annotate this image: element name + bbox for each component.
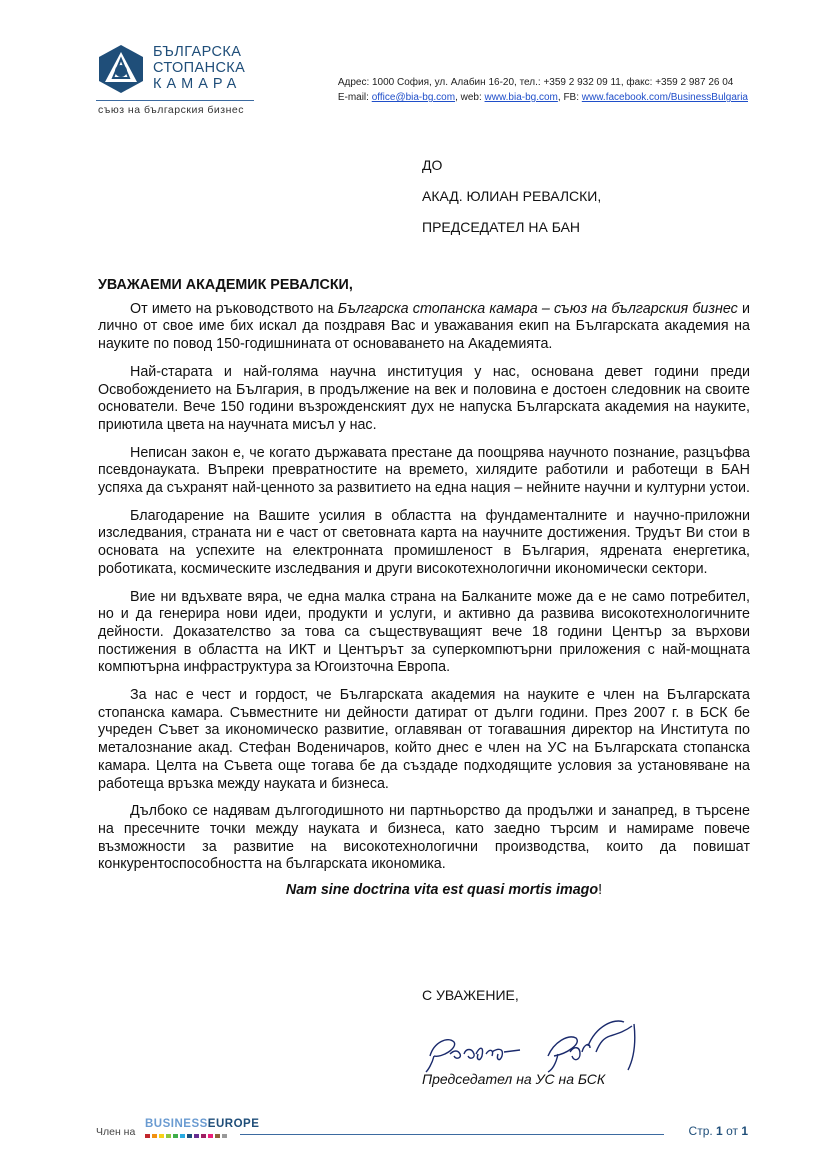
facebook-link[interactable]: www.facebook.com/BusinessBulgaria <box>581 92 748 103</box>
closing-regards: С УВАЖЕНИЕ, <box>422 987 519 1003</box>
contact-details <box>338 75 748 105</box>
paragraph-6: За нас е чест и гордост, че Българската академия на науките е член на Българската стопанска камара. Съвместните ни дейности датират от дълги години. През 2007 г. в БСК бе учреден Съвет за икономическо развитие, оглавяван от тогавашния директор на Института по металознание акад. Стефан Воденичаров, който днес е член на УС на Българската стопанска камара. Целта на Съвета още тогава бе да създаде подходящите условия за установяване на работеща връзка между науката и бизнеса. <box>98 687 750 792</box>
logo-wordmark <box>153 44 245 92</box>
handwritten-signature <box>420 1012 680 1078</box>
motto-punctuation: ! <box>598 882 603 899</box>
logo-divider <box>96 100 254 101</box>
motto-text: Nam sine doctrina vita est quasi mortis imago <box>285 882 599 899</box>
brand-part-1: BUSINESS <box>145 1118 208 1130</box>
paragraph-1-start: От името на ръководството на <box>130 300 338 317</box>
recipient-to: ДО <box>422 157 443 173</box>
salutation: УВАЖАЕМИ АКАДЕМИК РЕВАЛСКИ, <box>98 277 353 293</box>
recipient-title: ПРЕДСЕДАТЕЛ НА БАН <box>422 219 581 235</box>
paragraph-4: Благодарение на Вашите усилия в областта на фундаменталните и научно-приложни изследвания, страната ни е част от световната карта на научните достижения. Трудът Ви стои в основата на успехите на електронната промишленост в България, ядрената енергетика, роботиката, космическите изследвания и други високотехнологични икономически сектори. <box>98 507 750 577</box>
page-number <box>689 1124 748 1138</box>
address-line: Адрес: 1000 София, ул. Алабин 16-20, тел.: +359 2 932 09 11, факс: +359 2 987 26 04 <box>337 77 734 88</box>
website-link[interactable]: www.bia-bg.com <box>484 92 558 103</box>
footer-divider <box>240 1134 664 1135</box>
signer-title: Председател на УС на БСК <box>422 1071 606 1087</box>
businesseurope-color-strip <box>145 1134 227 1138</box>
page-footer <box>0 1110 826 1160</box>
page-separator: от <box>722 1124 742 1138</box>
page-label: Стр. <box>688 1124 717 1138</box>
web-label: , web: <box>455 92 485 103</box>
paragraph-1-end: и лично от свое име бих искал да поздравя Вас и уважавания екип на Българската академия на науките по повод 150-годишнината от основаването на Академията. <box>98 300 750 353</box>
paragraph-3: Неписан закон е, че когато държавата престане да поощрява научното познание, разцъфва псевдонауката. Въпреки превратностите на времето, хилядите работили и работещи в БАН успяха да съхранят най-ценното за развитието на една нация – нейните научни и културни устои. <box>98 444 751 497</box>
page-current: 1 <box>716 1124 723 1138</box>
latin-motto <box>98 882 750 900</box>
recipient-name: АКАД. ЮЛИАН РЕВАЛСКИ, <box>422 188 602 204</box>
letter-body <box>98 277 750 900</box>
recipient-block <box>422 150 601 243</box>
paragraph-1 <box>98 301 750 354</box>
email-link[interactable]: office@bia-bg.com <box>371 92 456 103</box>
member-label: Член на <box>96 1126 136 1138</box>
brand-part-2: EUROPE <box>207 1118 260 1130</box>
paragraph-7: Дълбоко се надявам дългогодишното ни партньорство да продължи и занапред, в търсене на пресечните точки между науката и бизнеса, като заедно търсим и намираме повече възможности за развитие на високотехнологични производства, които да повишат конкурентоспособността на българската икономика. <box>98 803 750 873</box>
businesseurope-logo <box>145 1118 259 1130</box>
fb-label: , FB: <box>557 92 582 103</box>
logo-line-2: СТОПАНСКА <box>153 60 246 76</box>
logo-tagline: съюз на българския бизнес <box>98 104 245 116</box>
organization-name: Българска стопанска камара – съюз на българския бизнес <box>337 300 738 317</box>
online-contacts <box>338 90 748 105</box>
logo-line-1: БЪЛГАРСКА <box>153 44 242 60</box>
email-label: E-mail: <box>337 92 372 103</box>
page-total: 1 <box>741 1124 748 1138</box>
paragraph-2: Най-старата и най-голяма научна институция у нас, основана девет години преди Освобождението на България, в продължение на век и половина е достоен следовник на своите основатели. Вече 150 години възрожденският дух не напуска Българската академия на науките, приютила цвета на научната мисъл у нас. <box>98 363 750 433</box>
letterhead <box>0 0 826 125</box>
paragraph-5: Вие ни вдъхвате вяра, че една малка страна на Балканите може да е не само потребител, но и да генерира нови идеи, продукти и услуги, и активно да развива високотехнологичните дейности. Доказателство за това са съществуващият вече 18 години Център за върхови постижения в областта на ИКТ и Центърът за суперкомпютърни приложения с най-мощната компютърна инфраструктура за Югоизточна Европа. <box>98 588 750 676</box>
bsk-logo-icon <box>96 44 146 94</box>
logo-line-3: КАМАРА <box>153 76 242 92</box>
